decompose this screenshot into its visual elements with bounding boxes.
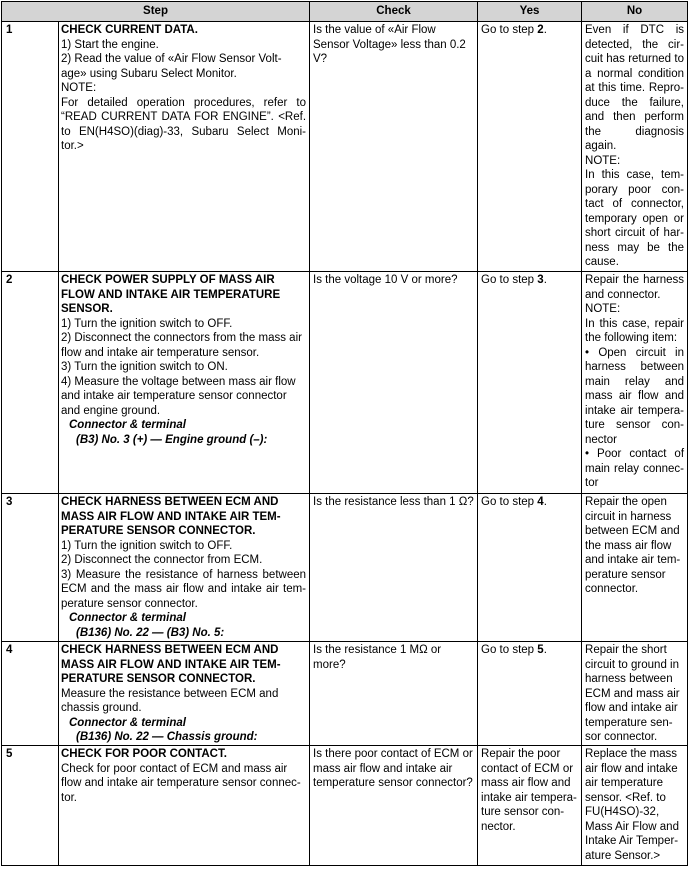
connector-value: (B3) No. 3 (+) — Engine ground (–): (76, 433, 268, 446)
step-cell (59, 272, 310, 494)
table-row (2, 494, 688, 642)
header-check: Check (310, 2, 478, 22)
header-step: Step (2, 2, 310, 22)
no-cell (582, 272, 688, 494)
step-line: 2) Read the value of «Air Flow Sensor Volt-age» using Subaru Select Monitor. (61, 53, 282, 80)
header-yes: Yes (478, 2, 582, 22)
step-line: 2) Disconnect the connectors from the mass air flow and intake air temperature sensor. (61, 332, 302, 359)
table-row (2, 642, 688, 746)
no-note-label: NOTE: (585, 154, 621, 167)
yes-prefix: Go to step (481, 24, 538, 36)
step-line: 2) Disconnect the connector from ECM. (61, 554, 263, 566)
yes-prefix: Go to step (481, 644, 538, 656)
no-bullet: • Poor contact of main relay connec-tor (585, 448, 685, 489)
diagnosis-table (1, 1, 688, 866)
header-no: No (582, 2, 688, 22)
table-row (2, 272, 688, 494)
no-cell (582, 22, 688, 272)
step-cell (59, 22, 310, 272)
no-note-text: In this case, repair the following item: (585, 317, 685, 344)
step-title: CHECK CURRENT DATA. (61, 24, 198, 36)
step-cell (59, 494, 310, 642)
step-title: CHECK HARNESS BETWEEN ECM AND MASS AIR FLOW AND INTAKE AIR TEM-PERATURE SENSOR CONNECTOR. (61, 644, 281, 685)
no-bullet: • Open circuit in harness between main relay and mass air flow and intake air tempera-ture sensor con-nector (585, 346, 685, 446)
yes-cell (478, 642, 582, 746)
yes-cell: Repair the poor contact of ECM or mass air flow and intake air tempera-ture sensor con-nector. (478, 746, 582, 866)
step-number: 2 (2, 272, 59, 494)
check-cell: Is the voltage 10 V or more? (310, 272, 478, 494)
yes-suffix: . (543, 24, 547, 36)
no-cell: Replace the mass air flow and intake air temperature sensor. <Ref. to FU(H4SO)-32, Mass Air Flow and Intake Air Temper-ature Sensor.> (582, 746, 688, 866)
connector-label: Connector & terminal (69, 612, 186, 624)
yes-prefix: Go to step (481, 274, 538, 286)
yes-suffix: . (543, 274, 547, 286)
yes-suffix: . (543, 644, 547, 656)
check-cell: Is the resistance 1 MΩ or more? (310, 642, 478, 746)
step-line: 3) Turn the ignition switch to ON. (61, 361, 228, 373)
yes-step: 2 (537, 24, 544, 36)
step-number: 5 (2, 746, 59, 866)
step-line: 4) Measure the voltage between mass air flow and intake air temperature sensor connector and engine ground. (61, 375, 296, 417)
yes-prefix: Go to step (481, 496, 538, 508)
no-text: Even if DTC is detected, the cir-cuit has returned to a normal condition at this time. Repro-duce the failure, and then perform the diagnosis again. (585, 24, 685, 152)
step-title: CHECK FOR POOR CONTACT. (61, 748, 227, 760)
step-number: 1 (2, 22, 59, 272)
connector-label: Connector & terminal (69, 419, 186, 431)
no-note-text: In this case, tem-porary poor con-tact of connector, temporary open or short circuit of har-ness may be the cause. (585, 169, 685, 268)
table-row (2, 22, 688, 272)
check-cell: Is there poor contact of ECM or mass air flow and intake air temperature sensor connector? (310, 746, 478, 866)
step-line: 1) Turn the ignition switch to OFF. (61, 539, 233, 552)
step-number: 3 (2, 494, 59, 642)
step-line: 1) Turn the ignition switch to OFF. (61, 317, 233, 330)
yes-cell (478, 272, 582, 494)
yes-step: 3 (537, 274, 544, 286)
step-title: CHECK HARNESS BETWEEN ECM AND MASS AIR FLOW AND INTAKE AIR TEM-PERATURE SENSOR CONNECTOR. (61, 496, 281, 537)
note-text: For detailed operation procedures, refer to “READ CURRENT DATA FOR ENGINE”. <Ref. to EN(H4SO)(diag)-33, Subaru Select Moni-tor.> (61, 96, 307, 152)
yes-step: 4 (537, 496, 544, 508)
step-cell (59, 746, 310, 866)
step-title: CHECK POWER SUPPLY OF MASS AIR FLOW AND INTAKE AIR TEMPERATURE SENSOR. (61, 274, 281, 315)
yes-cell (478, 494, 582, 642)
connector-label: Connector & terminal (69, 716, 186, 729)
yes-cell (478, 22, 582, 272)
connector-value: (B136) No. 22 — Chassis ground: (76, 731, 258, 743)
no-cell: Repair the open circuit in harness between ECM and the mass air flow and intake air tem-perature sensor connector. (582, 494, 688, 642)
step-number: 4 (2, 642, 59, 746)
check-cell: Is the resistance less than 1 Ω? (310, 494, 478, 642)
step-line: 3) Measure the resistance of harness between ECM and the mass air flow and intake air tem-perature sensor connector. (61, 568, 307, 610)
note-label: NOTE: (61, 82, 97, 94)
step-line: 1) Start the engine. (61, 38, 159, 51)
yes-suffix: . (543, 496, 547, 508)
step-cell (59, 642, 310, 746)
no-text: Repair the harness and connector. (585, 274, 685, 301)
check-cell: Is the value of «Air Flow Sensor Voltage» less than 0.2 V? (310, 22, 478, 272)
connector-value: (B136) No. 22 — (B3) No. 5: (76, 626, 225, 639)
header-row (2, 2, 688, 22)
no-note-label: NOTE: (585, 303, 621, 315)
table-row (2, 746, 688, 866)
step-line: Measure the resistance between ECM and chassis ground. (61, 687, 279, 714)
yes-step: 5 (537, 644, 544, 656)
step-line: Check for poor contact of ECM and mass air flow and intake air temperature sensor connec-tor. (61, 762, 301, 804)
no-cell: Repair the short circuit to ground in harness between ECM and mass air flow and intake air temperature sen-sor connector. (582, 642, 688, 746)
